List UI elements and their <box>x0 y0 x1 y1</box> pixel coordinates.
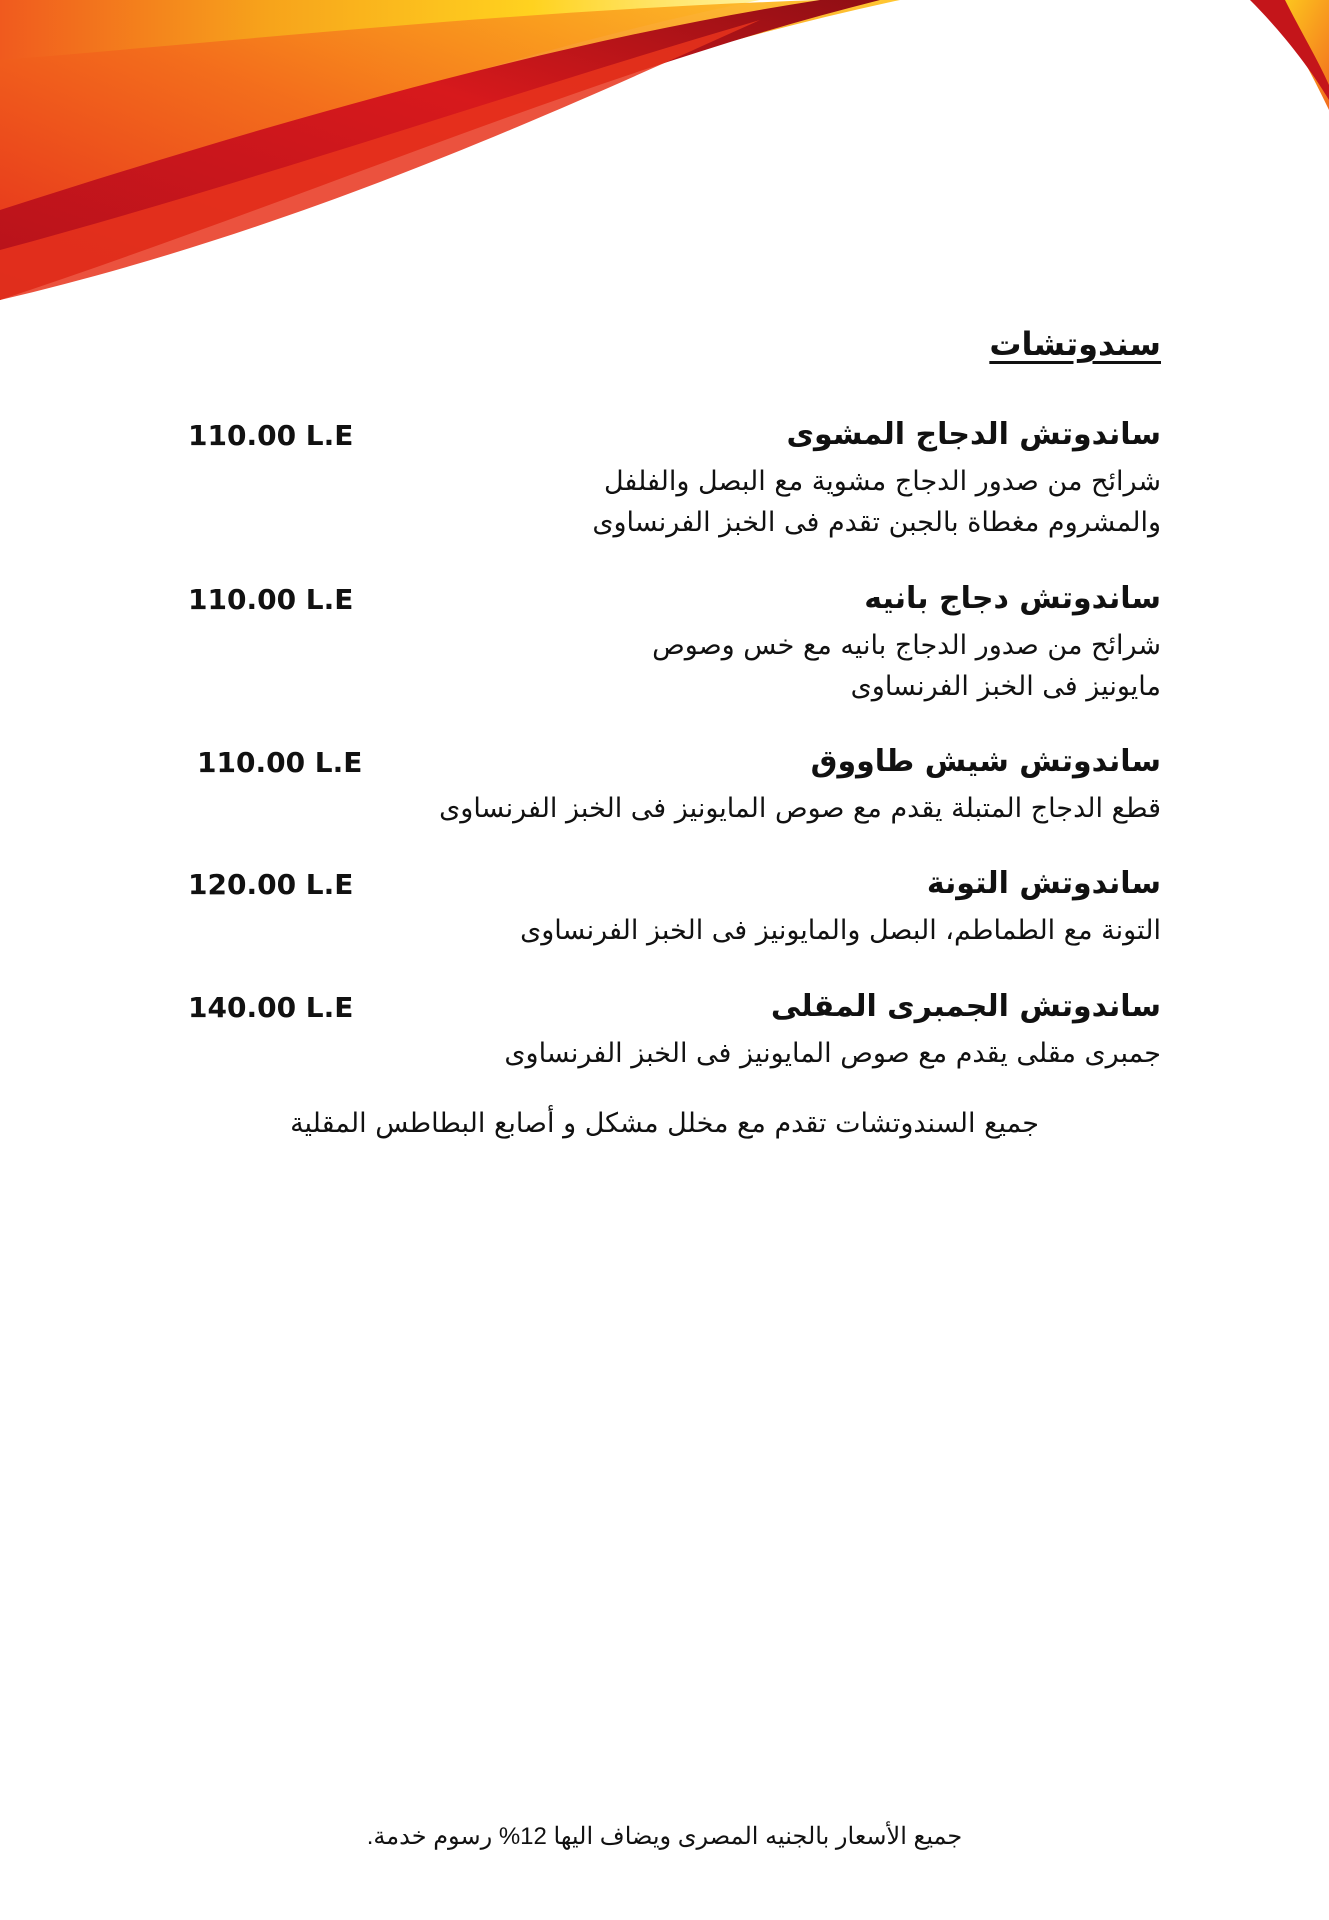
item-description: التونة مع الطماطم، البصل والمايونيز فى الخبز الفرنساوى <box>520 915 1161 946</box>
item-price: 110.00 L.E <box>197 746 363 779</box>
item-description: قطع الدجاج المتبلة يقدم مع صوص المايونيز فى الخبز الفرنساوى <box>439 793 1161 824</box>
item-name: ساندوتش الجمبرى المقلى <box>770 989 1161 1024</box>
item-price: 120.00 L.E <box>188 868 354 901</box>
pricing-note: جميع الأسعار بالجنيه المصرى ويضاف اليها 12% رسوم خدمة. <box>366 1823 963 1850</box>
item-name: ساندوتش دجاج بانيه <box>864 581 1161 616</box>
decorative-swoosh-banner <box>0 0 1329 330</box>
item-description: شرائح من صدور الدجاج بانيه مع خس وصوص مايونيز فى الخبز الفرنساوى <box>652 630 1161 702</box>
section-title: سندوتشات <box>989 325 1161 363</box>
item-price: 110.00 L.E <box>188 419 354 452</box>
item-description: جمبرى مقلى يقدم مع صوص المايونيز فى الخبز الفرنساوى <box>504 1038 1161 1069</box>
item-price: 110.00 L.E <box>188 583 354 616</box>
item-description: شرائح من صدور الدجاج مشوية مع البصل والفلفل والمشروم مغطاة بالجبن تقدم فى الخبز الفرنساوى <box>592 466 1161 538</box>
item-price: 140.00 L.E <box>188 991 354 1024</box>
item-name: ساندوتش شيش طاووق <box>810 744 1161 779</box>
menu-footnote: جميع السندوتشات تقدم مع مخلل مشكل و أصابع البطاطس المقلية <box>290 1108 1039 1139</box>
item-name: ساندوتش التونة <box>926 866 1161 901</box>
item-name: ساندوتش الدجاج المشوى <box>786 417 1161 452</box>
